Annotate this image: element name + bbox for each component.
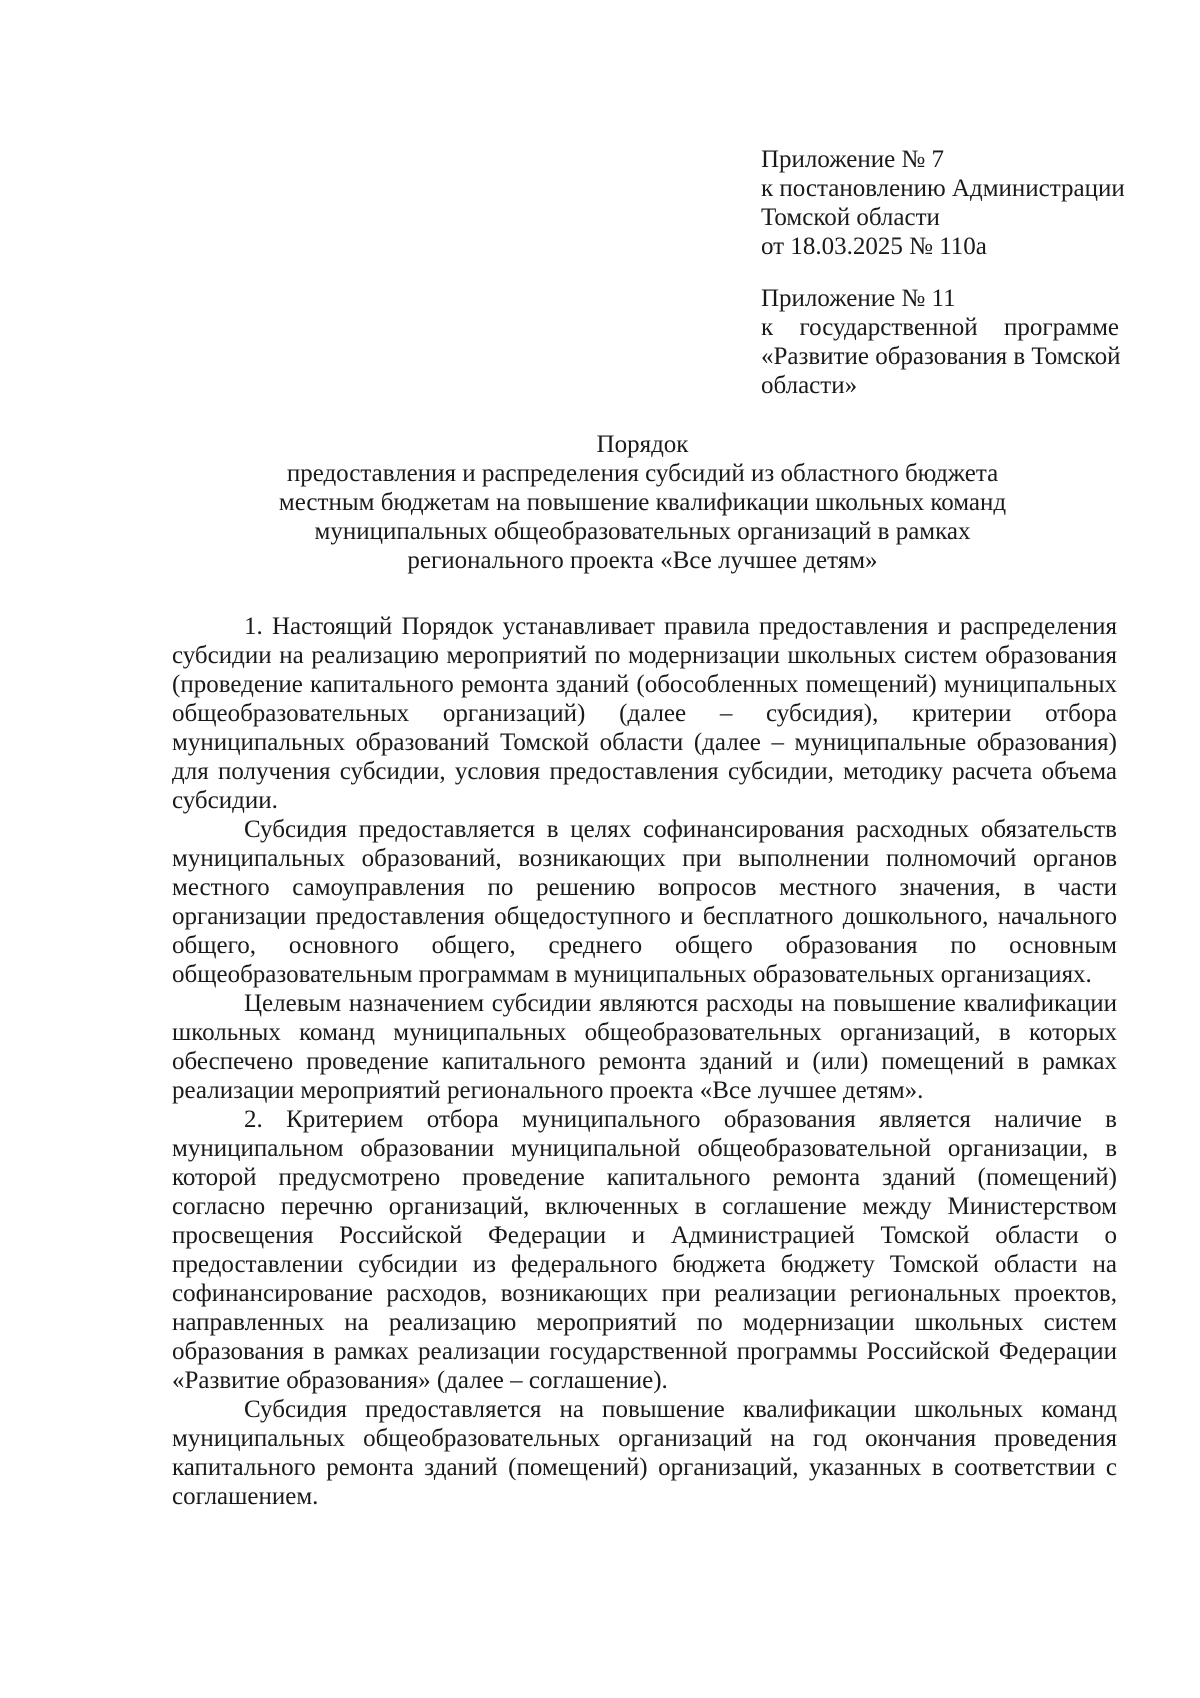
paragraph-1: 1. Настоящий Порядок устанавливает правила предоставления и распределения субсидии на реализацию мероприятий по модернизации школьных систем образования (проведение капитального ремонта зданий (обособленных помещений) муниципальных общеобразовательных организаций) (далее – субсидия), критерии отбора муниципальных образований Томской области (далее – муниципальные образования) для получения субсидии, условия предоставления субсидии, методику расчета объема субсидии. <box>172 613 1117 814</box>
title-line-4: регионального проекта «Все лучшее детям» <box>407 547 878 574</box>
title-line-3: муниципальных общеобразовательных организаций в рамках <box>314 518 971 545</box>
title-line-2: местным бюджетам на повышение квалификации школьных команд <box>278 489 1007 516</box>
paragraph-2: Субсидия предоставляется в целях софинансирования расходных обязательств муниципальных образований, возникающих при выполнении полномочий органов местного самоуправления по решению вопросов местного значения, в части организации предоставления общедоступного и бесплатного дошкольного, начального общего, основного общего, среднего общего образования по основным общеобразовательным программам в муниципальных образовательных организациях. <box>172 816 1117 988</box>
appendix-7-number: Приложение № 7 <box>761 146 945 173</box>
appendix-11-program-name-end: области» <box>761 372 858 399</box>
appendix-7-region: Томской области <box>761 204 940 231</box>
appendix-7-date: от 18.03.2025 № 110а <box>761 233 987 260</box>
title-heading: Порядок <box>596 431 689 458</box>
appendix-11-program: к государственной программе <box>761 314 1119 341</box>
appendix-11-number: Приложение № 11 <box>761 285 956 312</box>
paragraph-4: 2. Критерием отбора муниципального образования является наличие в муниципальном образовании муниципальной общеобразовательной организации, в которой предусмотрено проведение капитального ремонта зданий (помещений) согласно перечню организаций, включенных в соглашение между Министерством просвещения Российской Федерации и Администрацией Томской области о предоставлении субсидии из федерального бюджета бюджету Томской области на софинансирование расходов, возникающих при реализации региональных проектов, направленных на реализацию мероприятий по модернизации школьных систем образования в рамках реализации государственной программы Российской Федерации «Развитие образования» (далее – соглашение). <box>172 1106 1117 1394</box>
paragraph-3: Целевым назначением субсидии являются расходы на повышение квалификации школьных команд муниципальных общеобразовательных организаций, в которых обеспечено проведение капитального ремонта зданий и (или) помещений в рамках реализации мероприятий регионального проекта «Все лучшее детям». <box>172 990 1117 1104</box>
title-line-1: предоставления и распределения субсидий из областного бюджета <box>286 460 999 487</box>
appendix-7-block <box>761 145 1125 261</box>
appendix-11-block <box>761 284 1119 400</box>
paragraph-5: Субсидия предоставляется на повышение квалификации школьных команд муниципальных общеобразовательных организаций на год окончания проведения капитального ремонта зданий (помещений) организаций, указанных в соответствии с соглашением. <box>172 1396 1117 1510</box>
document-title <box>170 430 1115 575</box>
document-body <box>172 612 1117 1511</box>
appendix-7-resolution: к постановлению Администрации <box>761 175 1125 202</box>
appendix-11-program-name: «Развитие образования в Томской <box>761 343 1121 370</box>
